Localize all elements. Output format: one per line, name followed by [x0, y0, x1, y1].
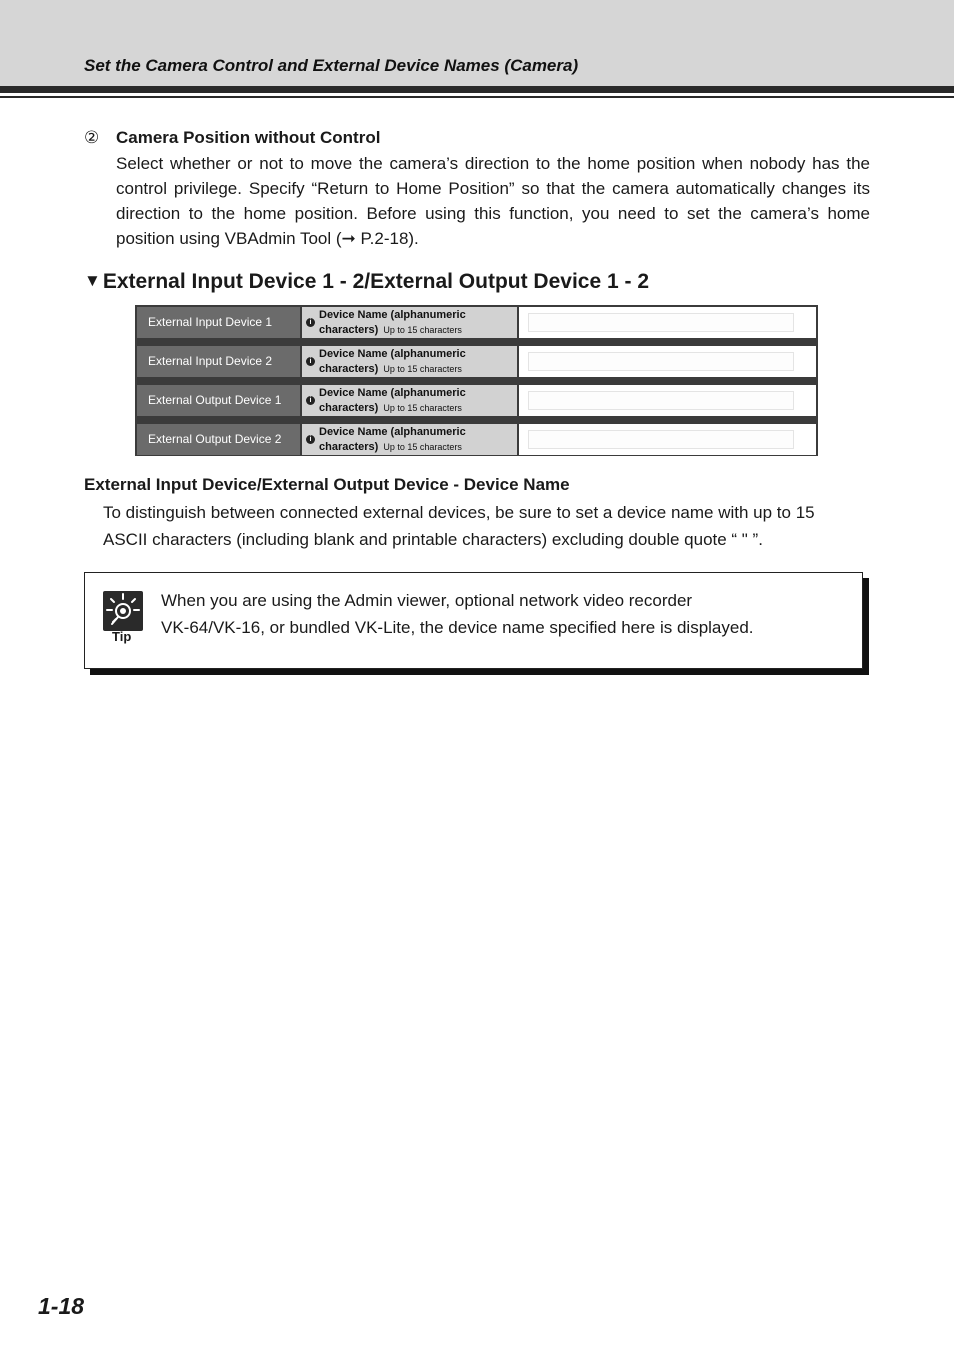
device-row [137, 424, 816, 455]
desc-note: Up to 15 characters [383, 325, 462, 335]
tip-text [161, 587, 754, 641]
desc-line1: Device Name (alphanumeric [319, 426, 466, 438]
desc-line2-text: characters) [319, 441, 379, 453]
header-band [0, 0, 954, 86]
desc-line1: Device Name (alphanumeric [319, 387, 466, 399]
page-number: 1-18 [38, 1293, 85, 1319]
device-settings-panel [135, 305, 818, 456]
subsection-heading: External Input Device/External Output Device - Device Name [84, 475, 570, 494]
item-number: ② [84, 128, 100, 147]
section-heading [84, 270, 649, 294]
desc-line2-text: characters) [319, 363, 379, 375]
item-title: Camera Position without Control [116, 128, 381, 147]
section-heading-text: External Input Device 1 - 2/External Output Device 1 - 2 [102, 270, 650, 293]
desc-line1: Device Name (alphanumeric [319, 309, 466, 321]
device-desc [302, 385, 517, 416]
device-label: External Output Device 1 [137, 385, 300, 416]
header-title: Set the Camera Control and External Device Names (Camera) [84, 56, 579, 75]
desc-line2-text: characters) [319, 402, 379, 414]
tip-box [84, 572, 863, 669]
item-body: Select whether or not to move the camera’s direction to the home position when nobody has the control privilege. Specify “Return to Home Position” so that the camera automatically changes its direction to the home position. Before using this function, you need to set the camera’s home position using VBAdmin Tool (➞ P.2-18). [116, 154, 870, 248]
device-name-input[interactable] [528, 430, 794, 449]
info-icon: i [306, 318, 315, 327]
device-label: External Output Device 2 [137, 424, 300, 455]
triangle-icon: ▼ [84, 271, 101, 290]
info-icon: i [306, 396, 315, 405]
device-row [137, 307, 816, 338]
desc-line2 [319, 441, 462, 453]
header-rule-thin [0, 96, 954, 98]
device-desc [302, 424, 517, 455]
info-icon: i [306, 435, 315, 444]
lightbulb-icon [103, 591, 143, 631]
desc-line2-text: characters) [319, 324, 379, 336]
desc-note: Up to 15 characters [383, 442, 462, 452]
device-label: External Input Device 1 [137, 307, 300, 338]
device-name-input[interactable] [528, 391, 794, 410]
device-row [137, 346, 816, 377]
desc-note: Up to 15 characters [383, 403, 462, 413]
device-name-input[interactable] [528, 352, 794, 371]
device-field-cell [519, 346, 816, 377]
subsection-body-line1: To distinguish between connected external devices, be sure to set a device name with up to 15 [103, 503, 815, 522]
tip-label: Tip [112, 629, 132, 644]
device-desc [302, 307, 517, 338]
tip-text-line2: VK-64/VK-16, or bundled VK-Lite, the device name specified here is displayed. [161, 618, 754, 637]
device-field-cell [519, 385, 816, 416]
tip-text-line1: When you are using the Admin viewer, optional network video recorder [161, 591, 693, 610]
desc-line2 [319, 363, 462, 375]
device-desc [302, 346, 517, 377]
header-rule-thick [0, 86, 954, 93]
desc-line2 [319, 402, 462, 414]
info-icon: i [306, 357, 315, 366]
device-name-input[interactable] [528, 313, 794, 332]
subsection-body-line2: ASCII characters (including blank and printable characters) excluding double quote “ " ”. [103, 530, 763, 549]
device-label: External Input Device 2 [137, 346, 300, 377]
device-row [137, 385, 816, 416]
device-field-cell [519, 424, 816, 455]
desc-note: Up to 15 characters [383, 364, 462, 374]
desc-line1: Device Name (alphanumeric [319, 348, 466, 360]
subsection-body [103, 499, 883, 553]
device-field-cell [519, 307, 816, 338]
desc-line2 [319, 324, 462, 336]
